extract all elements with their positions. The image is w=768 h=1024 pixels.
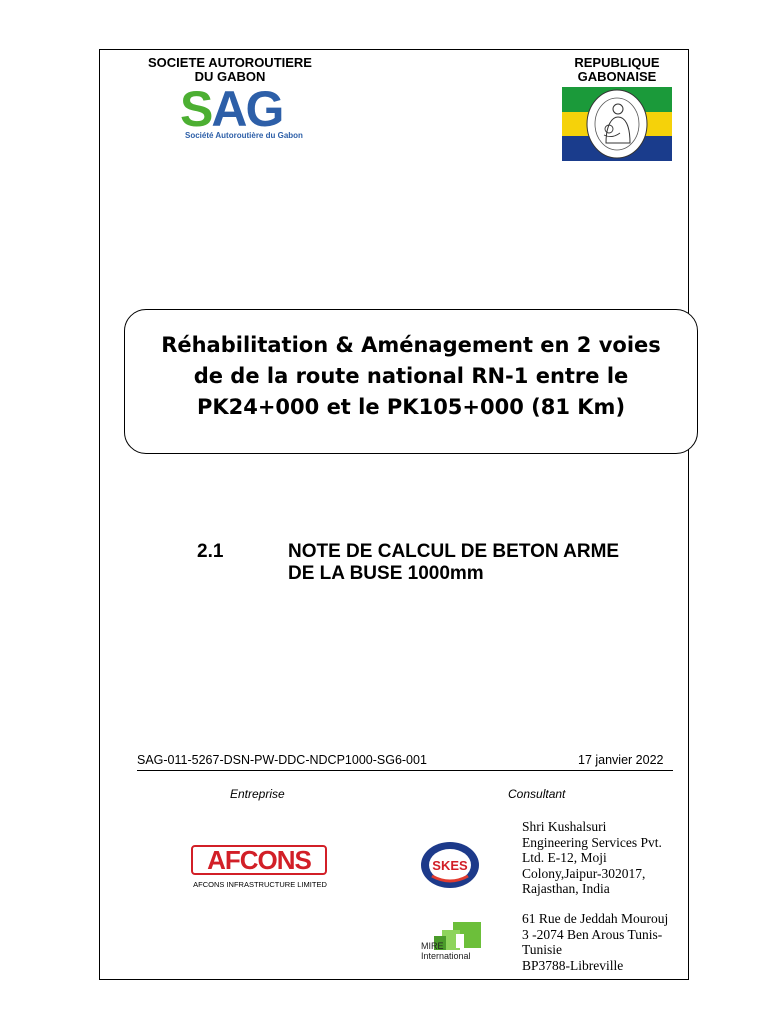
address-line: Tunisie bbox=[522, 942, 563, 957]
address-line: Ltd. E-12, Moji bbox=[522, 850, 607, 865]
mire-logo-icon bbox=[420, 922, 482, 962]
address-line: Engineering Services Pvt. bbox=[522, 834, 662, 850]
afcons-logo-subtitle: AFCONS INFRASTRUCTURE LIMITED bbox=[193, 880, 327, 889]
project-title-line1: Réhabilitation & Aménagement en 2 voies bbox=[161, 333, 661, 357]
skes-logo-icon bbox=[420, 840, 480, 890]
section-title-line1: NOTE DE CALCUL DE BETON ARME bbox=[288, 541, 620, 562]
project-title-line3: PK24+000 et le PK105+000 (81 Km) bbox=[196, 395, 626, 419]
address-line: 61 Rue de Jeddah Mourouj bbox=[522, 911, 669, 926]
project-title-box bbox=[124, 309, 698, 454]
address-line: Colony,Jaipur-302017, bbox=[522, 865, 646, 881]
address-line: 3 -2074 Ben Arous Tunis- bbox=[522, 926, 663, 942]
section-title-line2: DE LA BUSE 1000mm bbox=[288, 563, 484, 584]
afcons-logo bbox=[190, 845, 330, 895]
afcons-logo-name: AFCONS bbox=[191, 845, 327, 875]
skes-logo bbox=[420, 840, 480, 890]
mire-logo-line2: International bbox=[421, 951, 471, 961]
document-reference: SAG-011-5267-DSN-PW-DDC-NDCP1000-SG6-001 bbox=[137, 753, 427, 767]
consultant-address-tunisia bbox=[522, 911, 682, 973]
reference-underline bbox=[137, 770, 673, 771]
sag-logo-letter-g: G bbox=[245, 81, 283, 137]
emblem-icon bbox=[562, 87, 672, 161]
country-name-line1: REPUBLIQUE bbox=[574, 55, 660, 70]
address-line: BP3788-Libreville bbox=[522, 957, 624, 973]
country-name bbox=[547, 56, 687, 84]
entreprise-label: Entreprise bbox=[230, 787, 285, 801]
sag-logo bbox=[180, 81, 315, 144]
section-number: 2.1 bbox=[197, 541, 224, 562]
skes-logo-text: SKES bbox=[432, 858, 468, 873]
project-title-line2: de de la route national RN-1 entre le bbox=[193, 364, 629, 388]
gabon-coat-of-arms-icon bbox=[562, 87, 672, 161]
sag-logo-subtitle: Société Autoroutière du Gabon bbox=[185, 131, 303, 140]
country-name-line2: GABONAISE bbox=[577, 69, 657, 84]
client-name bbox=[120, 56, 340, 84]
mire-logo bbox=[420, 922, 482, 962]
mire-logo-line1: MIRE bbox=[421, 941, 444, 951]
section-title bbox=[288, 541, 688, 585]
project-title bbox=[125, 330, 697, 423]
client-name-line1: SOCIETE AUTOROUTIERE bbox=[148, 55, 312, 70]
document-date: 17 janvier 2022 bbox=[578, 753, 664, 767]
sag-logo-letter-s: S bbox=[180, 81, 212, 137]
address-line: Rajasthan, India bbox=[522, 881, 610, 896]
consultant-address-india bbox=[522, 819, 682, 897]
client-name-line2: DU GABON bbox=[194, 69, 266, 84]
sag-logo-letter-a: A bbox=[211, 81, 246, 137]
consultant-label: Consultant bbox=[508, 787, 566, 801]
address-line: Shri Kushalsuri bbox=[522, 819, 607, 834]
